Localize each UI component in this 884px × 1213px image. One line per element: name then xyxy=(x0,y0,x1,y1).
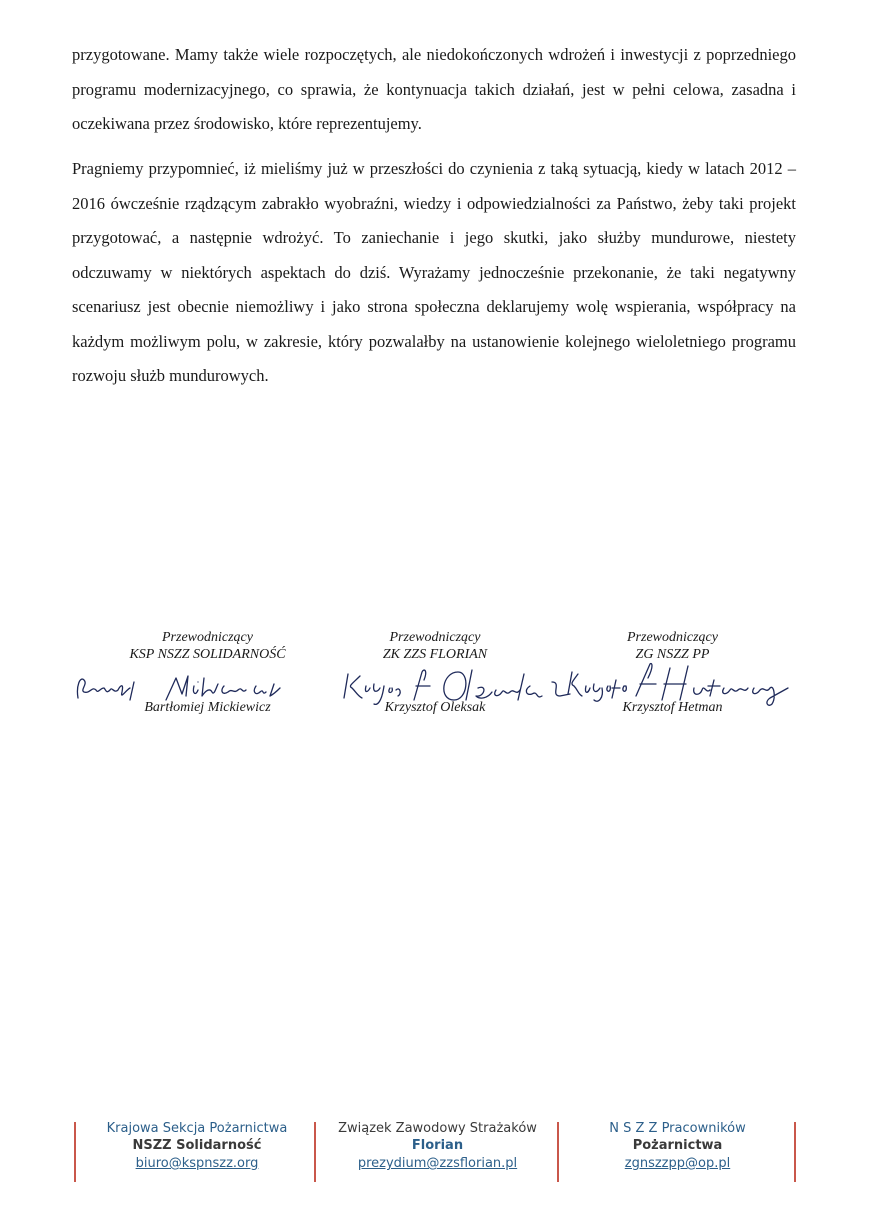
signatory-role: Przewodniczący xyxy=(162,630,253,645)
footer-divider xyxy=(557,1122,559,1182)
signatory-role: Przewodniczący xyxy=(627,630,718,645)
signature-block-zzs-florian xyxy=(335,630,535,730)
signatory-name: Bartłomiej Mickiewicz xyxy=(144,700,271,715)
signature-block-ksp xyxy=(100,630,315,730)
footer-email-link[interactable]: prezydium@zzsflorian.pl xyxy=(357,1156,518,1171)
footer-org-line-2: Pożarnictwa xyxy=(632,1138,723,1153)
footer-email-link[interactable]: zgnszzpp@op.pl xyxy=(624,1156,731,1171)
footer-org-line-1: Krajowa Sekcja Pożarnictwa xyxy=(106,1121,288,1136)
footer-divider xyxy=(794,1122,796,1182)
footer-email-link[interactable]: biuro@kspnszz.org xyxy=(135,1156,259,1171)
footer-divider xyxy=(314,1122,316,1182)
signatory-name: Krzysztof Oleksak xyxy=(384,700,486,715)
signatory-role: Przewodniczący xyxy=(389,630,481,645)
footer-org-line-2: NSZZ Solidarność xyxy=(132,1138,262,1153)
footer-org-line-1: Związek Zawodowy Strażaków xyxy=(338,1121,537,1136)
signatory-organization: KSP NSZZ SOLIDARNOŚĆ xyxy=(129,647,286,662)
signatory-organization: ZK ZZS FLORIAN xyxy=(382,647,488,662)
footer-divider xyxy=(74,1122,76,1182)
footer-org-line-1: N S Z Z Pracowników xyxy=(609,1121,746,1136)
signatory-organization: ZG NSZZ PP xyxy=(635,647,710,662)
body-paragraph-2: Pragniemy przypomnieć, iż mieliśmy już w przeszłości do czynienia z taką sytuacją, kiedy w latach 2012 – 2016 ówcześnie rządzącym zabrakło wyobraźni, wiedzy i odpowiedzialności za Państwo, żeby taki projekt przygotować, a następnie wdrożyć. To zaniechanie i jego skutki, jako służby mundurowe, niestety odczuwamy w niektórych aspektach do dziś. Wyrażamy jednocześnie przekonanie, że taki negatywny scenariusz jest obecnie niemożliwy i jako strona społeczna deklarujemy wolę wspierania, współpracy na każdym możliwym polu, w zakresie, który pozwalałby na ustanowienie kolejnego wieloletniego programu rozwoju służb mundurowych. xyxy=(72,159,796,385)
body-paragraph-1: przygotowane. Mamy także wiele rozpoczętych, ale niedokończonych wdrożeń i inwestycji z poprzedniego programu modernizacyjnego, co sprawia, że kontynuacja takich działań, jest w pełni celowa, zasadna i oczekiwana przez środowisko, które reprezentujemy. xyxy=(72,45,796,133)
signature-block-nszz-pp xyxy=(560,630,785,730)
footer-contact-zzs-florian xyxy=(320,1120,555,1188)
footer-contact-ksp xyxy=(82,1120,312,1188)
footer-org-line-2: Florian xyxy=(411,1138,464,1153)
footer-contact-nszz-pp xyxy=(565,1120,790,1188)
signatory-name: Krzysztof Hetman xyxy=(622,700,723,715)
